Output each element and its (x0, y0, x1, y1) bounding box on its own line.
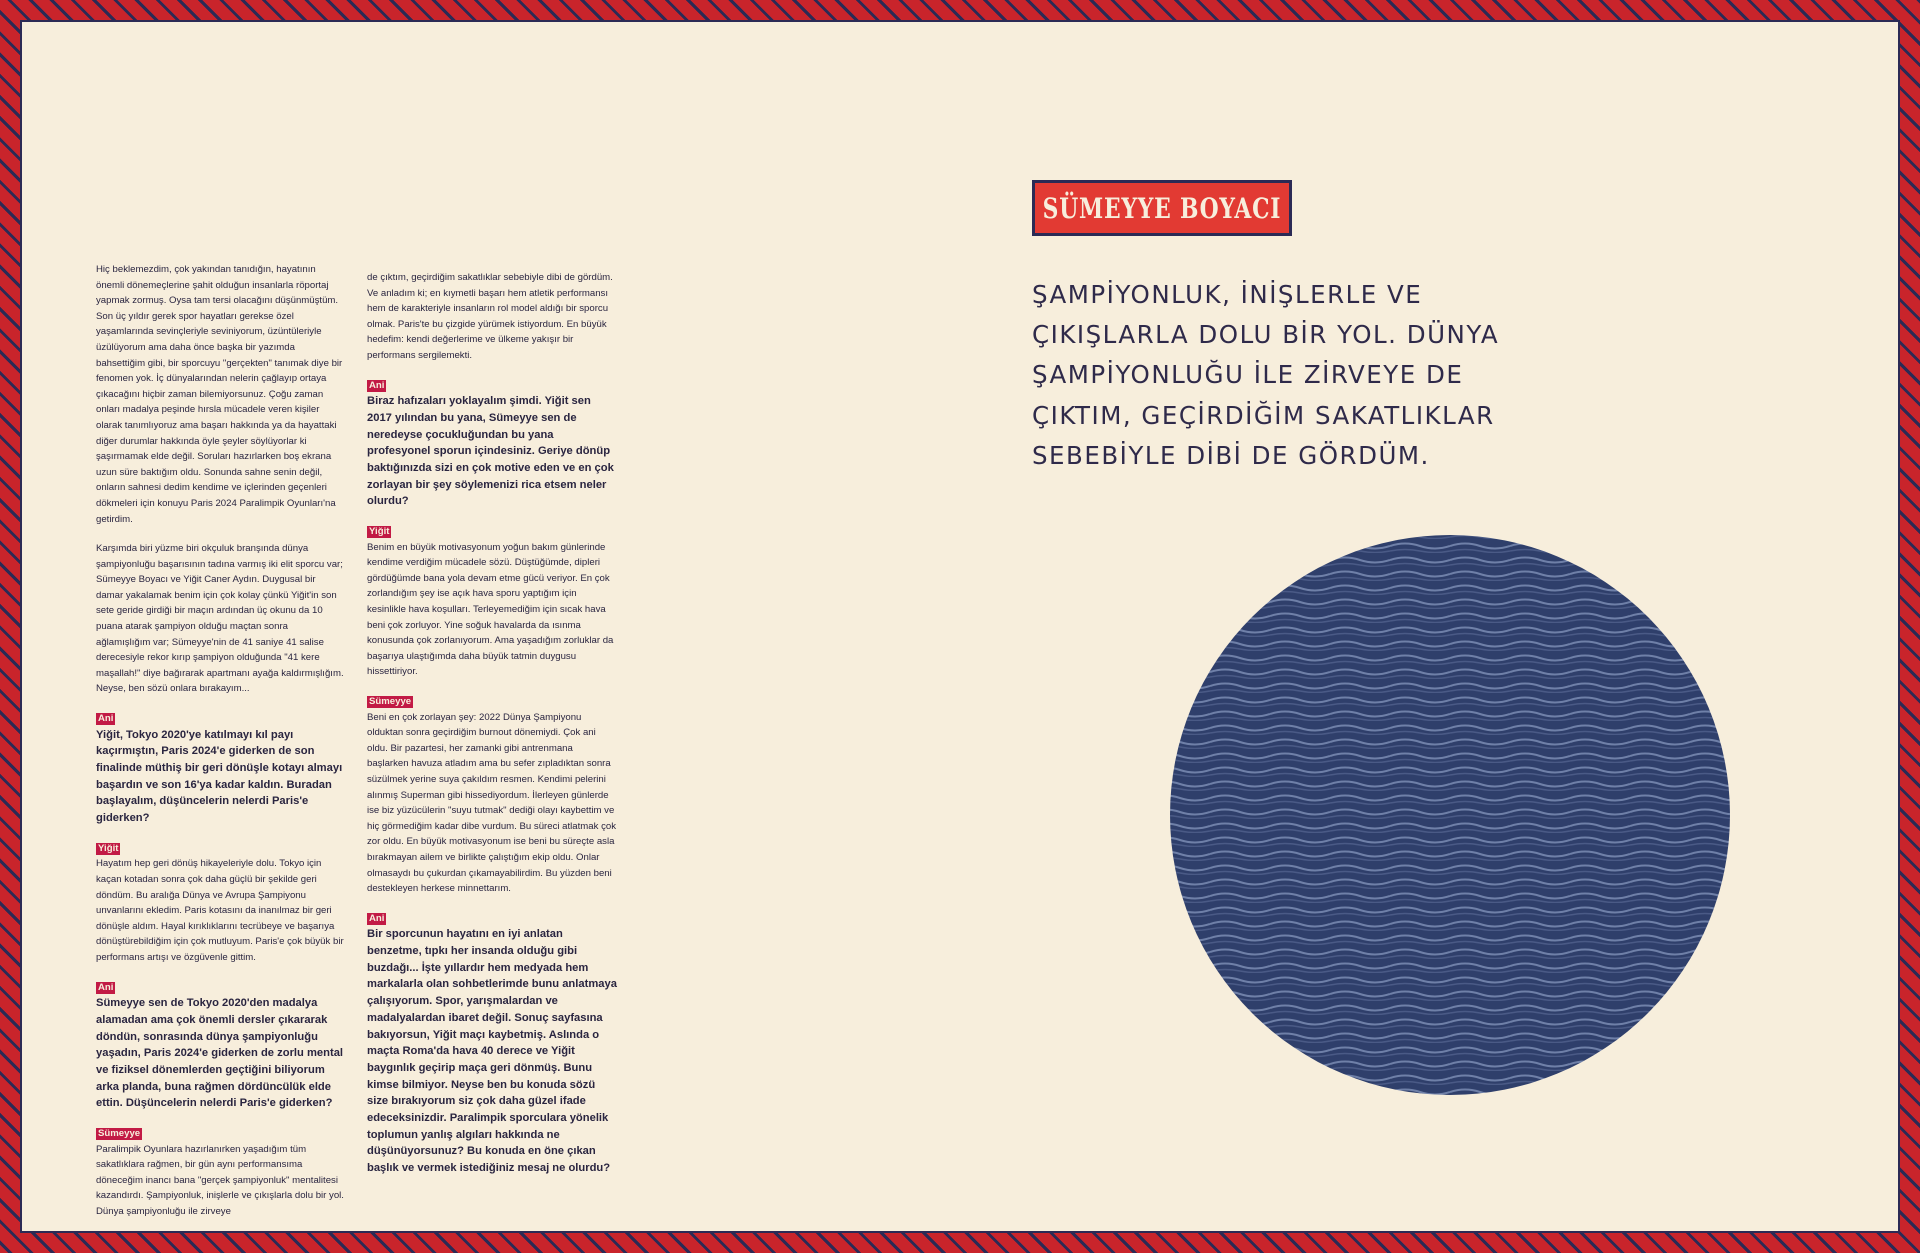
left-text-column (96, 262, 344, 1234)
question: Yiğit, Tokyo 2020'ye katılmayı kıl payı kaçırmıştın, Paris 2024'e giderken de son finalinde müthiş bir geri dönüşle kotayı almayı başardın ve son 16'ya kadar kaldın. Buradan başlayalım, düşüncelerin nelerdi Paris'e giderken? (96, 728, 343, 825)
speaker-tag: Sümeyye (369, 696, 412, 708)
answer: Paralimpik Oyunlara hazırlanırken yaşadığım tüm sakatlıklara rağmen, bir gün aynı performansıma döneceğim inancı bana "gerçek şampiyonluk" mentalitesi kazandırdı. Şampiyonluk, inişlerle ve çıkışlarla dolu bir yol. Dünya şampiyonluğu ile zirveye (96, 1143, 344, 1218)
name-badge-text: SÜMEYYE BOYACI (1042, 191, 1282, 225)
question: Biraz hafızaları yoklayalım şimdi. Yiğit sen 2017 yılından bu yana, Sümeyye sen de neredeyse çocukluğundan bu yana profesyonel sporun içindesiniz. Geriye dönüp baktığınızda sizi en çok motive eden ve en çok zorlayan bir şey söylemenizi rica etsem neler olurdu? (367, 395, 614, 508)
speaker-tag: Sümeyye (98, 1128, 141, 1140)
intro-paragraph-1: Hiç beklemezdim, çok yakından tanıdığın, hayatının önemli dönemeçlerine şahit olduğun insanlarla röportaj yapmak zormuş. Oysa tam tersi olacağını düşünmüştüm. Son üç yıldır gerek spor hayatları gerekse özel yaşamlarında sevinçleriyle seviniyorum, üzüntüleriyle üzülüyorum ama daha önce başka bir yazımda bahsettiğim gibi, bir sporcuyu "gerçekten" tanımak diye bir fenomen yok. İç dünyalarından nelerin çağlayıp ortaya çıkacağını hiçbir zaman bilemiyorsunuz. Çoğu zaman onları madalya peşinde hırsla mücadele veren kişiler olarak tanımlıyoruz ama başarı hakkında ya da hayattaki diğer durumlar hakkında öyle şeyler söylüyorlar ki şaşırmamak elde değil. Soruları hazırlarken boş ekrana uzun süre baktığım oldu. Sonunda sahne senin değil, onların sahnesi dedim kendime ve içlerinden geçenleri dökmeleri için konuyu Paris 2024 Paralimpik Oyunları'na getirdim. (96, 264, 343, 525)
answer: Benim en büyük motivasyonum yoğun bakım günlerinde kendime verdiğim mücadele sözü. Düştüğümde, dipleri gördüğümde bana yola devam etme gücü veriyor. En çok zorlandığım şey ise açık hava sporu yaptığım için kesinlikle hava koşulları. Terleyemediğim için sıcak hava beni çok zorluyor. Yine soğuk havalarda da ısınma konusunda çok zorlanıyorum. Ama yaşadığım zorluklar da başarıya ulaştığımda daha büyük tatmin duygusu hissettiriyor. (367, 541, 614, 678)
pull-quote: ŞAMPİYONLUK, İNİŞLERLE VE ÇIKIŞLARLA DOLU BİR YOL. DÜNYA ŞAMPİYONLUĞU İLE ZİRVEYE DE ÇIKTIM, GEÇİRDİĞİM SAKATLIKLAR SEBEBİYLE DİBİ DE GÖRDÜM. (1032, 280, 1500, 470)
question: Bir sporcunun hayatını en iyi anlatan benzetme, tıpkı her insanda olduğu gibi buzdağı... İşte yıllardır hem medyada hem markalarla olan sohbetlerimde bunu anlatmaya çalışıyorum. Spor, yarışmalardan ve madalyalardan ibaret değil. Sonuç sayfasına bakıyorsun, Yiğit maçı kaybetmiş. Aslında o maçta Roma'da hava 40 derece ve Yiğit baygınlık geçirip maça geri dönmüş. Bunu kimse bilmiyor. Neyse ben bu konuda sözü size bırakıyorum siz çok daha güzel ifade edeceksinizdir. Paralimpik sporculara yönelik toplumun yanlış algıları hakkında ne düşünüyorsunuz? Bu konuda en öne çıkan başlık ve vermek istediğiniz mesaj ne olurdu? (367, 928, 617, 1175)
speaker-tag: Yiğit (369, 526, 390, 538)
speaker-tag: Ani (98, 713, 114, 725)
question: Sümeyye sen de Tokyo 2020'den madalya alamadan ama çok önemli dersler çıkararak döndün, sonrasında dünya şampiyonluğu yaşadın, Paris 2024'e giderken de zorlu mental ve fiziksel dönemlerden geçtiğini biliyorum arka planda, buna rağmen dördüncülük elde ettin. Düşüncelerin nelerdi Paris'e giderken? (96, 997, 344, 1110)
answer: Beni en çok zorlayan şey: 2022 Dünya Şampiyonu olduktan sonra geçirdiğim burnout dönemiydi. Çok ani oldu. Bir pazartesi, her zamanki gibi antrenmana başlarken havuza atladım ama bu sefer zıpladıktan sonra süzülmek yerine suya çakıldım resmen. Kendimi pelerini alınmış Superman gibi hissediyordum. İlerleyen günlerde ise biz yüzücülerin "suyu tutmak" dediği olayı kaybettim ve hiç görmediğim kadar dibe vurdum. Bu süreci atlatmak çok zor oldu. En büyük motivasyonum ise beni bu süreçte asla bırakmayan ailem ve birlikte çalıştığım ekip oldu. Onlar olmasaydı bu çukurdan çıkamayabilirdim. Bu yüzden beni destekleyen herkese minnettarım. (367, 711, 617, 895)
speaker-tag: Ani (369, 912, 385, 924)
speaker-tag: Ani (98, 981, 114, 993)
middle-text-column (367, 270, 617, 1191)
name-badge (1032, 180, 1292, 236)
intro-paragraph-2: Karşımda biri yüzme biri okçuluk branşında dünya şampiyonluğu başarısının tadına varmış iki elit sporcu var; Sümeyye Boyacı ve Yiğit Caner Aydın. Duygusal bir damar yakalamak benim için çok kolay çünkü Yiğit'in son sete geride girdiği bir maçın ardından üç okunu da 10 puana atarak şampiyon olduğu maçtan sonra ağlamışlığım var; Sümeyye'nin de 41 saniye 41 salise derecesiyle rekor kırıp şampiyon olduğunda "41 kere maşallah!" diye bağırarak apartmanı ayağa kaldırmışlığım. Neyse, ben sözü onlara bırakayım... (96, 543, 344, 695)
water-circle (1170, 535, 1730, 1095)
continued-paragraph: de çıktım, geçirdiğim sakatlıklar sebebiyle dibi de gördüm. Ve anladım ki; en kıymetli başarı hem atletik performansı hem de karakteriyle insanların rol model aldığı bir sporcu olmak. Paris'te bu çizgide yürümek istiyordum. En büyük hedefim: kendi değerlerime ve ülkeme yakışır bir performans sergilemekti. (367, 272, 613, 361)
speaker-tag: Yiğit (98, 842, 119, 854)
speaker-tag: Ani (369, 379, 385, 391)
answer: Hayatım hep geri dönüş hikayeleriyle dolu. Tokyo için kaçan kotadan sonra çok daha güçlü bir şekilde geri döndüm. Bu aralığa Dünya ve Avrupa Şampiyonu unvanlarını ekledim. Paris kotasını da inanılmaz bir geri dönüşle aldım. Hayal kırıklıklarını tecrübeye ve başarıya dönüştürebildiğim için çok mutluyum. Paris'e çok büyük bir performans artışı ve özgüvenle gittim. (96, 858, 344, 963)
swimmer-illustration (1150, 525, 1760, 1095)
